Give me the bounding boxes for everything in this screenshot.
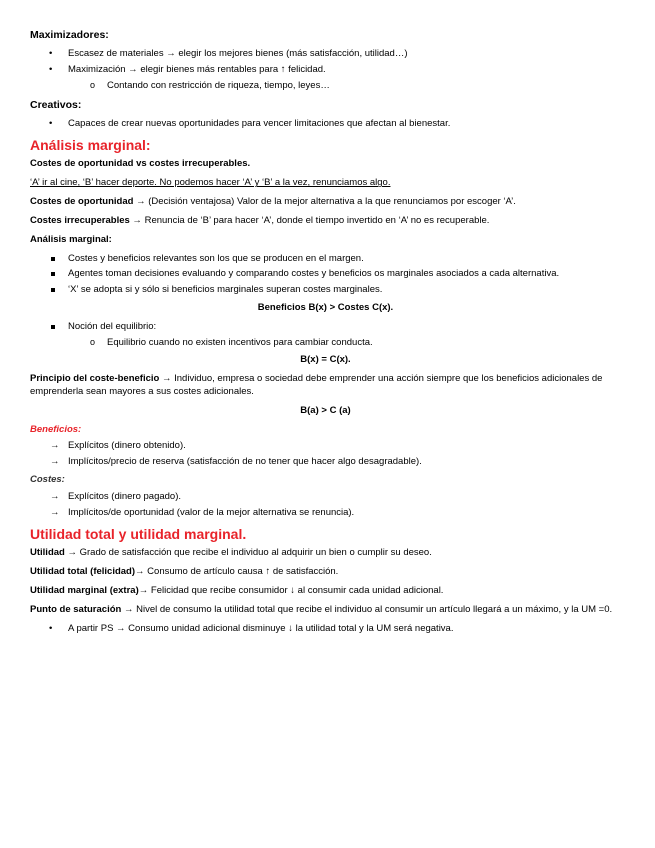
definition: Grado de satisfacción que recibe el individuo al adquirir un bien o cumplir su deseo.	[76, 547, 432, 559]
definition: (Decisión ventajosa) Valor de la mejor alternativa a la que renunciamos por escoger ‘A’.	[145, 196, 516, 208]
punto-saturacion-paragraph	[30, 604, 621, 617]
saturacion-list	[30, 623, 621, 636]
creativos-list	[30, 118, 621, 131]
creativos-heading: Creativos:	[30, 98, 82, 111]
formula-equilibrio: B(x) = C(x).	[300, 354, 351, 366]
utilidad-marginal-paragraph	[30, 585, 621, 598]
list-item: • Escasez de materiales → elegir los mejores bienes (más satisfacción, utilidad…)	[30, 48, 621, 61]
list-item: Noción del equilibrio:	[30, 321, 621, 334]
utilidad-paragraph	[30, 547, 621, 560]
costes-label: Costes:	[30, 474, 65, 486]
term: Utilidad total (felicidad)→	[30, 566, 145, 578]
definition: Consumo de artículo causa ↑ de satisfacción.	[144, 566, 339, 578]
analisis-heading: Análisis marginal:	[30, 136, 151, 153]
list-item: ‘X’ se adopta si y sólo si beneficios marginales superan costes marginales.	[30, 284, 621, 297]
definition: Individuo, empresa o sociedad debe emprender una acción siempre que los beneficios adicionales de emprenderla sean mayores a sus costes adicionales.	[30, 373, 603, 398]
formula-principio: B(a) > C (a)	[300, 404, 351, 416]
utilidad-heading: Utilidad total y utilidad marginal.	[30, 525, 247, 542]
list-item: Costes y beneficios relevantes son los que se producen en el margen.	[30, 253, 621, 266]
equilibrio-list	[30, 321, 621, 350]
term: Principio del coste-beneficio →	[30, 373, 172, 385]
utilidad-total-paragraph	[30, 566, 621, 579]
term: Costes de oportunidad →	[30, 196, 146, 208]
sub-list-item: o Equilibrio cuando no existen incentivos para cambiar conducta.	[30, 337, 621, 350]
list-item: • Capaces de crear nuevas oportunidades para vencer limitaciones que afectan al bienestar.	[30, 118, 621, 131]
term: Costes irrecuperables →	[30, 214, 142, 226]
definition: Felicidad que recibe consumidor ↓ al consumir cada unidad adicional.	[148, 585, 444, 597]
maximizadores-list	[30, 48, 621, 92]
list-item: → Implícitos/de oportunidad (valor de la mejor alternativa se renuncia).	[30, 507, 621, 520]
sub-list-item: o Contando con restricción de riqueza, tiempo, leyes…	[30, 80, 621, 93]
maximizadores-heading: Maximizadores:	[30, 29, 109, 41]
beneficios-label: Beneficios:	[30, 423, 82, 435]
term: Punto de saturación →	[30, 603, 134, 615]
definition: Renuncia de ‘B’ para hacer ‘A’, donde el tiempo invertido en ‘A’ no es recuperable.	[141, 214, 490, 226]
definition: Nivel de consumo la utilidad total que recibe el individuo al consumir un artículo llegará a un máximo, y la UM =0.	[133, 603, 613, 615]
list-item: • A partir PS → Consumo unidad adicional disminuye ↓ la utilidad total y la UM será negativa.	[30, 623, 621, 636]
term: Utilidad marginal (extra)→	[30, 585, 149, 597]
list-item: → Explícitos (dinero pagado).	[30, 491, 621, 504]
formula-beneficios-costes: Beneficios B(x) > Costes C(x).	[257, 301, 394, 313]
analisis-marginal-subheading: Análisis marginal:	[30, 233, 112, 245]
analisis-subheading: Costes de oportunidad vs costes irrecuperables.	[30, 158, 251, 170]
coste-irrecuperable-paragraph	[30, 215, 621, 228]
coste-oportunidad-paragraph	[30, 196, 621, 209]
term: Utilidad →	[30, 547, 77, 559]
list-item: • Maximización → elegir bienes más rentables para ↑ felicidad.	[30, 64, 621, 77]
analisis-marginal-list	[30, 253, 621, 297]
list-item: → Implícitos/precio de reserva (satisfacción de no tener que hacer algo desagradable).	[30, 456, 621, 469]
list-item: → Explícitos (dinero obtenido).	[30, 440, 621, 453]
analisis-example: ‘A’ ir al cine, ‘B’ hacer deporte. No podemos hacer ‘A’ y ‘B’ a la vez, renunciamos algo.	[30, 177, 391, 189]
list-item: Agentes toman decisiones evaluando y comparando costes y beneficios os marginales asociados a cada alternativa.	[30, 268, 621, 281]
beneficios-list	[30, 440, 621, 469]
principio-paragraph	[30, 373, 621, 399]
costes-list	[30, 491, 621, 520]
